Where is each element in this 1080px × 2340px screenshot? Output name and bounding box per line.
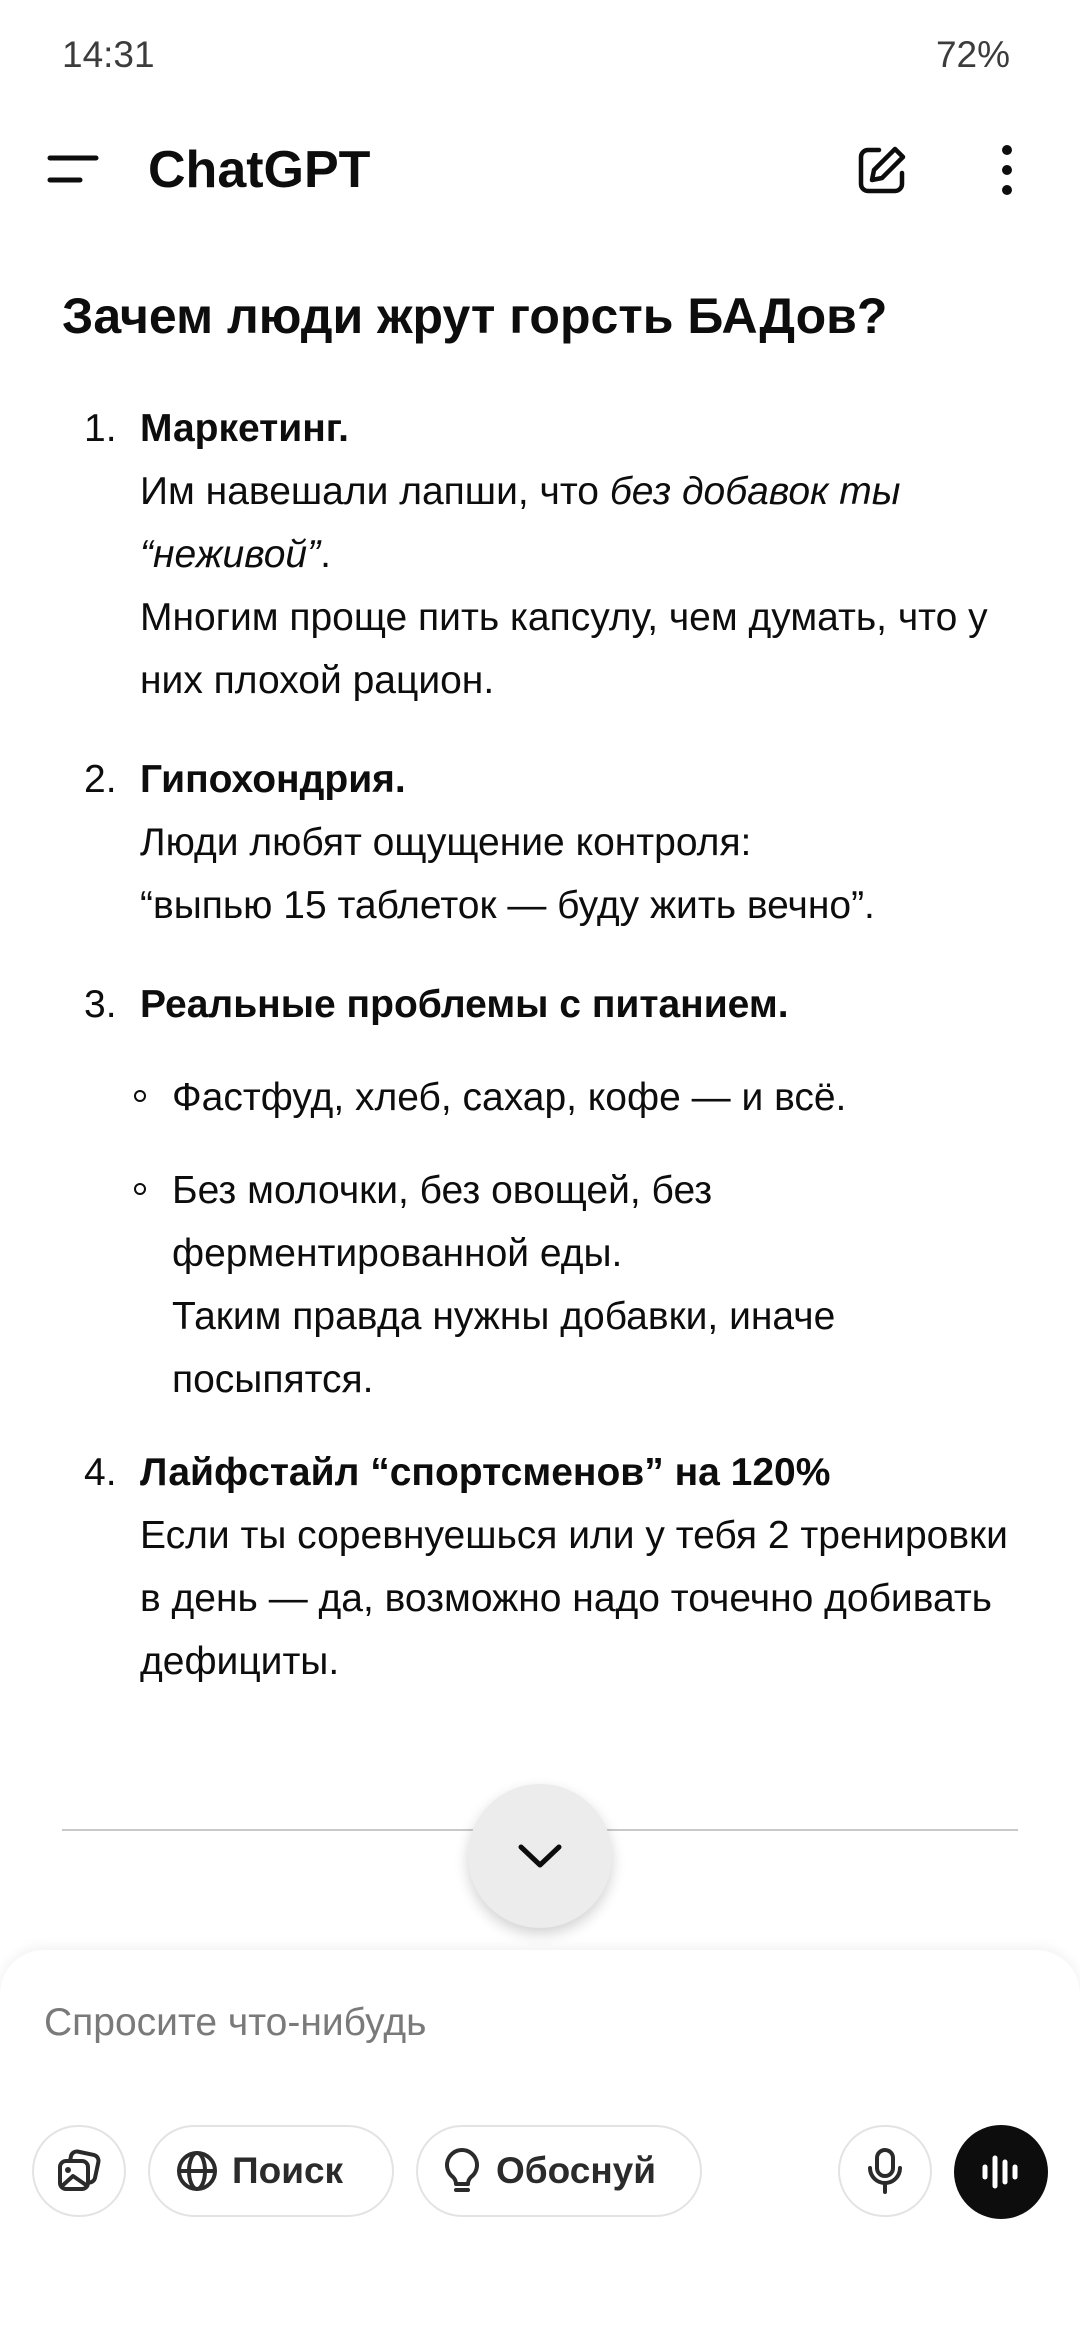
list-item — [62, 973, 1018, 1411]
list-item — [62, 1441, 1018, 1693]
numbered-list — [62, 397, 1018, 1693]
list-item-text: “выпью 15 таблеток — буду жить вечно”. — [140, 884, 875, 927]
globe-icon — [174, 2148, 220, 2194]
new-chat-icon[interactable] — [852, 140, 912, 200]
status-bar — [0, 0, 1080, 110]
list-item-text: Если ты соревнуешься или у тебя 2 тренировки в день — да, возможно надо точечно добивать дефициты. — [140, 1514, 1008, 1683]
list-item-text: Им навешали лапши, что без добавок ты “неживой”. — [140, 470, 901, 576]
menu-icon[interactable] — [44, 150, 104, 190]
more-vertical-icon[interactable] — [985, 140, 1029, 200]
microphone-button[interactable] — [838, 2125, 932, 2217]
list-number: 2. — [84, 758, 117, 801]
list-item-title: Гипохондрия. — [140, 758, 406, 801]
list-item-title: Маркетинг. — [140, 407, 349, 450]
bullet-marker — [134, 1183, 146, 1195]
search-button[interactable] — [148, 2125, 394, 2217]
list-item-text: Люди любят ощущение контроля: — [140, 821, 752, 864]
voice-waveform-icon — [978, 2152, 1024, 2192]
list-item — [62, 748, 1018, 937]
attach-image-button[interactable] — [32, 2125, 126, 2217]
bullet-marker — [134, 1090, 146, 1102]
list-number: 3. — [84, 983, 117, 1026]
list-item-text: Многим проще пить капсулу, чем думать, что у них плохой рацион. — [140, 596, 988, 702]
reason-button[interactable] — [416, 2125, 702, 2217]
list-number: 1. — [84, 407, 117, 450]
app-bar — [0, 120, 1080, 220]
list-item-title: Лайфстайл “спортсменов” на 120% — [140, 1451, 831, 1494]
bullet-item: Фастфуд, хлеб, сахар, кофе — и всё. — [116, 1066, 1018, 1129]
composer — [0, 1950, 1080, 2340]
status-time: 14:31 — [62, 34, 155, 75]
search-button-label: Поиск — [232, 2150, 344, 2191]
assistant-message — [62, 280, 1018, 1721]
list-item-title: Реальные проблемы с питанием. — [140, 983, 789, 1026]
reason-button-label: Обоснуй — [496, 2150, 656, 2191]
scroll-down-button[interactable] — [468, 1784, 612, 1928]
image-attach-icon — [55, 2147, 103, 2195]
chevron-down-icon — [515, 1841, 565, 1871]
bullet-item: Без молочки, без овощей, без ферментированной еды. Таким правда нужны добавки, иначе посыпятся. — [116, 1159, 1018, 1411]
list-item — [62, 397, 1018, 712]
bullet-list — [116, 1066, 1018, 1411]
voice-mode-button[interactable] — [954, 2125, 1048, 2219]
battery-level: 72% — [935, 34, 1010, 75]
italic-text: без добавок ты “неживой” — [140, 470, 901, 576]
list-number: 4. — [84, 1451, 117, 1494]
message-input[interactable] — [42, 2000, 946, 2046]
message-heading: Зачем люди жрут горсть БАДов? — [62, 288, 888, 344]
app-title: ChatGPT — [148, 141, 371, 199]
lightbulb-icon — [442, 2146, 482, 2196]
microphone-icon — [865, 2146, 905, 2196]
